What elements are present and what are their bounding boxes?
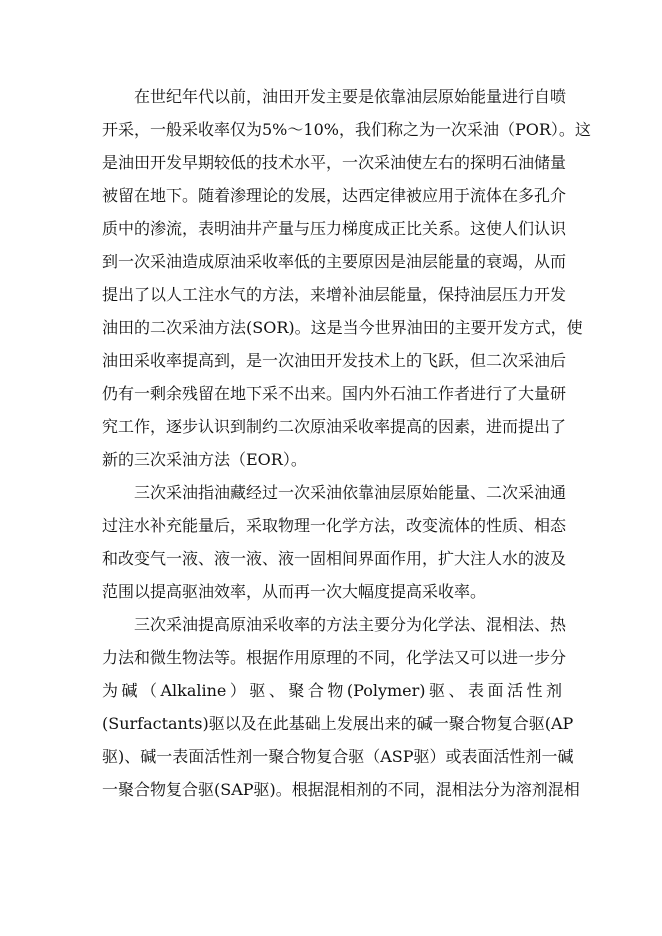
text-line: 质中的渗流，表明油井产量与压力梯度成正比关系。这使人们认识 [102,219,567,238]
text-line: 在世纪年代以前，油田开发主要是依靠油层原始能量进行自喷 [134,87,567,106]
text-line: 三次采油指油藏经过一次采油依靠油层原始能量、二次采油通 [134,483,567,502]
text-line: 和改变气一液、液一液、液一固相间界面作用，扩大注人水的波及 [102,549,567,568]
text-line: (Surfactants)驱以及在此基础上发展出来的碱一聚合物复合驱(AP [102,714,574,733]
text-line: 一聚合物复合驱(SAP驱)。根据混相剂的不同，混相法分为溶剂混相 [102,780,580,799]
text-line: 究工作，逐步认识到制约二次原油采收率提高的因素，进而提出了 [102,417,567,436]
text-line: 过注水补充能量后，采取物理一化学方法，改变流体的性质、相态 [102,516,567,535]
text-line: 力法和微生物法等。根据作用原理的不同，化学法又可以进一步分 [102,648,567,667]
text-line: 范围以提高驱油效率，从而再一次大幅度提高采收率。 [102,582,487,601]
text-line: 被留在地下。随着渗理论的发展，达西定律被应用于流体在多孔介 [102,186,567,205]
text-line: 到一次采油造成原油采收率低的主要原因是油层能量的衰竭，从而 [102,252,567,271]
text-line: 开采，一般采收率仅为5%～10%，我们称之为一次采油（POR）。这 [102,120,591,139]
paragraph-primary-recovery [102,80,591,476]
body-text [102,80,591,806]
paragraph-tertiary-definition [102,476,567,608]
paragraph-tertiary-methods [102,608,580,806]
text-line: 是油田开发早期较低的技术水平，一次采油使左右的探明石油储量 [102,153,567,172]
text-line: 油田的二次采油方法(SOR)。这是当今世界油田的主要开发方式，使 [102,318,583,337]
text-line: 为碱（Alkaline）驱、聚合物(Polymer)驱、表面活性剂 [102,681,562,700]
text-line: 新的三次采油方法（EOR）。 [102,450,307,469]
text-line: 三次采油提高原油采收率的方法主要分为化学法、混相法、热 [134,615,567,634]
text-line: 驱)、碱一表面活性剂一聚合物复合驱（ASP驱）或表面活性剂一碱 [102,747,574,766]
text-line: 提出了以人工注水气的方法，来增补油层能量，保持油层压力开发 [102,285,567,304]
text-line: 油田采收率提高到，是一次油田开发技术上的飞跃，但二次采油后 [102,351,567,370]
text-line: 仍有一剩余残留在地下采不出来。国内外石油工作者进行了大量研 [102,384,567,403]
